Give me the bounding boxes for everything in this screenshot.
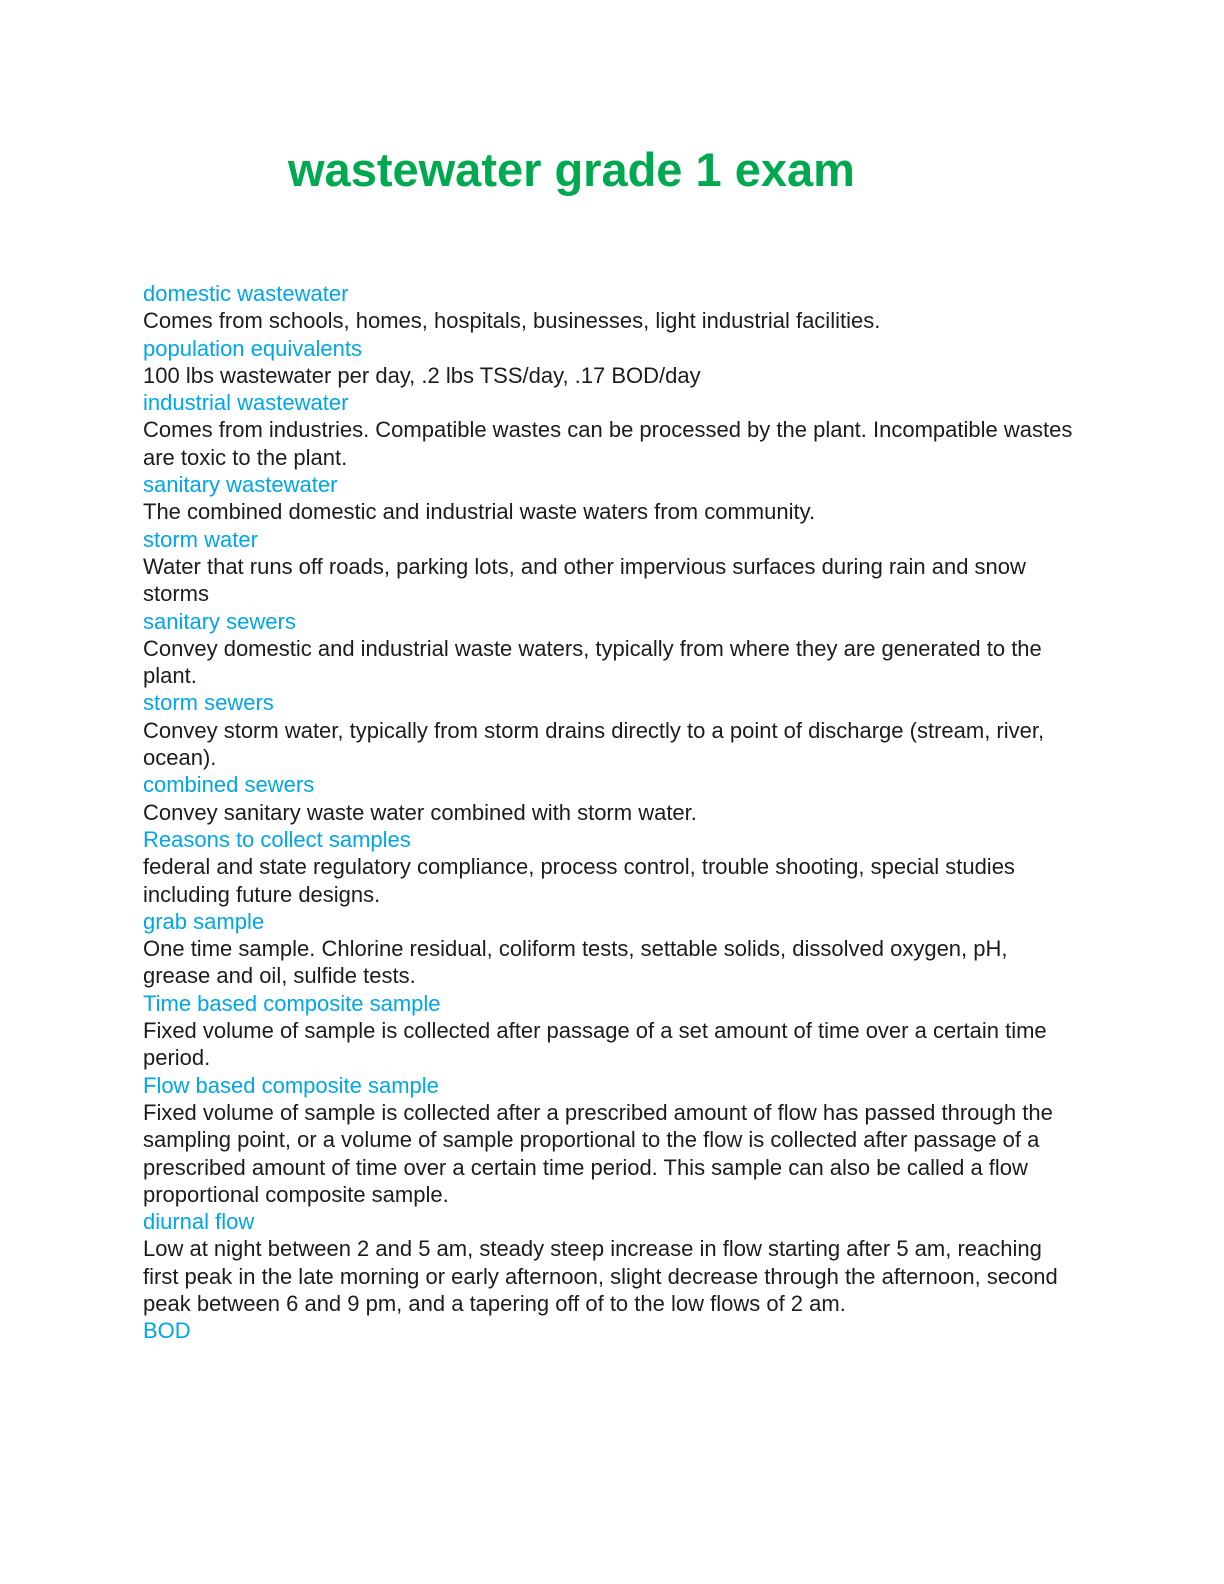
glossary-definition: 100 lbs wastewater per day, .2 lbs TSS/day, .17 BOD/day (143, 362, 701, 388)
glossary-definition: Comes from schools, homes, hospitals, businesses, light industrial facilities. (143, 308, 881, 334)
glossary-term: BOD (143, 1318, 191, 1344)
glossary-term: population equivalents (143, 335, 362, 361)
glossary-entry (143, 1208, 1078, 1317)
glossary-entry (143, 771, 1078, 826)
glossary-term: combined sewers (143, 772, 315, 798)
glossary-term: industrial wastewater (143, 390, 349, 416)
glossary-definition: Convey storm water, typically from storm drains directly to a point of discharge (stream, river, ocean). (143, 717, 1045, 771)
glossary-entry (143, 689, 1078, 771)
glossary-definition: Comes from industries. Compatible wastes can be processed by the plant. Incompatible wastes are toxic to the plant. (143, 417, 1073, 470)
glossary-term: storm sewers (143, 690, 274, 716)
glossary-entry (143, 826, 1078, 908)
glossary-entry (143, 1072, 1078, 1208)
glossary-definition: Fixed volume of sample is collected after passage of a set amount of time over a certain time period. (143, 1018, 1047, 1071)
glossary-definition: One time sample. Chlorine residual, coliform tests, settable solids, dissolved oxygen, pH, grease and oil, sulfide tests. (143, 936, 1008, 989)
glossary-entry (143, 389, 1078, 471)
glossary-definition: Low at night between 2 and 5 am, steady steep increase in flow starting after 5 am, reaching first peak in the late morning or early afternoon, slight decrease through the afternoon, second peak between 6 and 9 pm, and a tapering off of to the low flows of 2 am. (143, 1236, 1058, 1316)
glossary-entry (143, 908, 1078, 990)
glossary-term: Reasons to collect samples (143, 826, 411, 852)
glossary-definition: Fixed volume of sample is collected after a prescribed amount of flow has passed through the sampling point, or a volume of sample proportional to the flow is collected after passage of a prescribed amount of time over a certain time period. This sample can also be called a flow proportional composite sample. (143, 1099, 1053, 1207)
glossary-definition: Convey domestic and industrial waste waters, typically from where they are generated to the plant. (143, 635, 1042, 689)
glossary-definition: Water that runs off roads, parking lots, and other impervious surfaces during rain and snow storms (143, 553, 1026, 607)
glossary-entry (143, 471, 1078, 526)
glossary-term: diurnal flow (143, 1209, 255, 1235)
glossary-entry (143, 526, 1078, 608)
page-title: wastewater grade 1 exam (288, 143, 855, 196)
glossary-term: storm water (143, 526, 258, 552)
glossary-term: sanitary wastewater (143, 472, 338, 498)
glossary-term: Time based composite sample (143, 990, 441, 1016)
glossary-definition: federal and state regulatory compliance, process control, trouble shooting, special studies including future designs. (143, 854, 1015, 907)
glossary-entry (143, 1317, 1078, 1344)
glossary-term: Flow based composite sample (143, 1072, 439, 1098)
glossary-entry (143, 608, 1078, 690)
glossary-entry (143, 280, 1078, 335)
glossary-entry (143, 990, 1078, 1072)
glossary-list (143, 280, 1078, 1345)
glossary-entry (143, 335, 1078, 390)
glossary-definition: Convey sanitary waste water combined with storm water. (143, 799, 697, 825)
glossary-term: sanitary sewers (143, 608, 296, 634)
glossary-term: grab sample (143, 908, 265, 934)
glossary-definition: The combined domestic and industrial waste waters from community. (143, 499, 816, 525)
glossary-term: domestic wastewater (143, 281, 349, 306)
